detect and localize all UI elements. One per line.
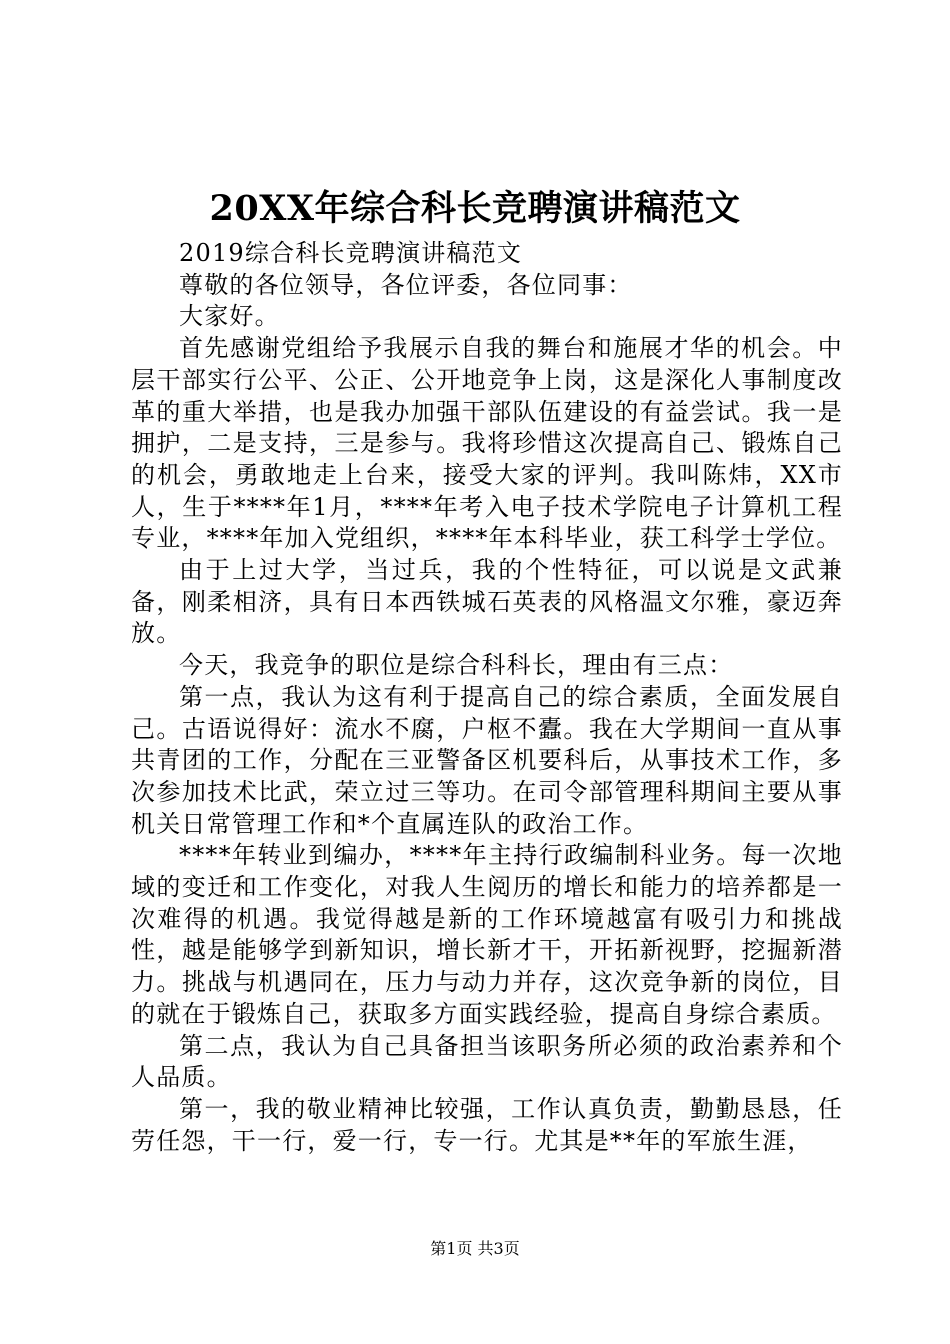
page-footer: 第1页 共3页 <box>430 1239 520 1258</box>
page-title: 20XX年综合科长竞聘演讲稿范文 <box>209 188 741 229</box>
paragraph-personality: 由于上过大学，当过兵，我的个性特征，可以说是文武兼备，刚柔相济，具有日本西铁城石英表的风格温文尔雅，豪迈奔放。 <box>131 556 843 648</box>
paragraph-greeting: 大家好。 <box>179 302 280 331</box>
paragraph-introduction: 首先感谢党组给予我展示自我的舞台和施展才华的机会。中层干部实行公平、公正、公开地竞争上岗，这是深化人事制度改革的重大举措，也是我办加强干部队伍建设的有益尝试。我一是拥护，二是支持，三是参与。我将珍惜这次提高自己、锻炼自己的机会，勇敢地走上台来，接受大家的评判。我叫陈炜，XX市人，生于****年1月，****年考入电子技术学院电子计算机工程专业，****年加入党组织，****年本科毕业，获工科学士学位。 <box>131 334 843 553</box>
paragraph-subtitle: 2019综合科长竞聘演讲稿范文 <box>179 239 523 267</box>
paragraph-point-one: 第一点，我认为这有利于提高自己的综合素质，全面发展自己。古语说得好：流水不腐，户枢不蠹。我在大学期间一直从事共青团的工作，分配在三亚警备区机要科后，从事技术工作，多次参加技术比武，荣立过三等功。在司令部管理科期间主要从事机关日常管理工作和*个直属连队的政治工作。 <box>131 682 843 838</box>
paragraph-career-history: ****年转业到编办，****年主持行政编制科业务。每一次地域的变迁和工作变化，对我人生阅历的增长和能力的培养都是一次难得的机遇。我觉得越是新的工作环境越富有吸引力和挑战性，越是能够学到新知识，增长新才干，开拓新视野，挖掘新潜力。挑战与机遇同在，压力与动力并存，这次竞争新的岗位，目的就在于锻炼自己，获取多方面实践经验，提高自身综合素质。 <box>131 841 843 1028</box>
paragraph-reasons-intro: 今天，我竞争的职位是综合科科长，理由有三点： <box>179 651 734 680</box>
paragraph-dedication: 第一，我的敬业精神比较强，工作认真负责，勤勤恳恳，任劳任怨，干一行，爱一行，专一行。尤其是**年的军旅生涯， <box>131 1094 843 1155</box>
paragraph-salutation: 尊敬的各位领导，各位评委，各位同事： <box>179 270 633 299</box>
document-body <box>131 238 843 1157</box>
paragraph-point-two: 第二点，我认为自己具备担当该职务所必须的政治素养和个人品质。 <box>131 1031 843 1092</box>
